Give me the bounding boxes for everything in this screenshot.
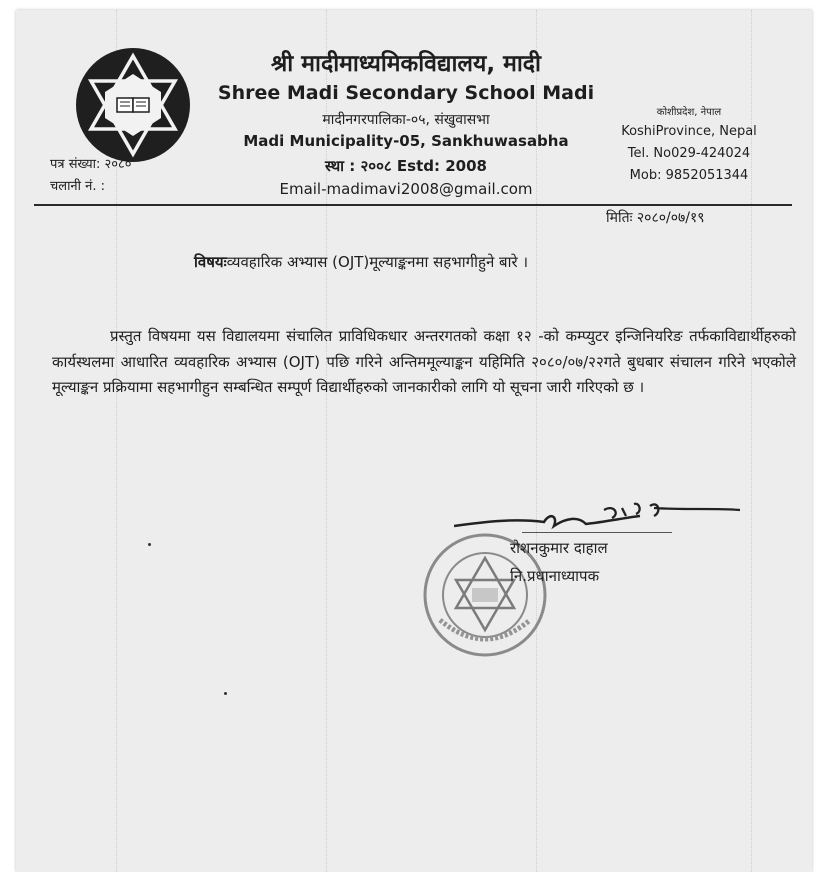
address-nepali: मादीनगरपालिका-०५, संखुवासभा [322,112,490,128]
paper-fold-line [751,10,752,872]
mobile-number: Mob: 9852051344 [629,168,749,183]
letter-date: मितिः २०८०/०७/१९ [606,210,705,226]
handwritten-signature-icon [454,496,740,536]
signatory-name: रोशनकुमार दाहाल [510,539,608,557]
school-logo-icon [74,46,192,164]
school-name-english: Shree Madi Secondary School Madi [217,82,595,104]
letter-subject [194,252,528,272]
paper-speck [224,692,227,695]
letter-sheet [16,10,812,872]
subject-label: विषयः [194,253,227,271]
signature-line [522,532,672,533]
header-divider [34,204,792,206]
letter-number: पत्र संख्या: २०८० [50,157,132,172]
school-email: Email-madimavi2008@gmail.com [279,180,533,198]
signatory-title: नि.प्रधानाध्यापक [510,567,600,585]
province-english: KoshiProvince, Nepal [621,124,757,139]
telephone-number: Tel. No029-424024 [627,146,751,161]
school-name-nepali: श्री मादीमाध्यमिकविद्यालय, मादी [271,51,541,77]
established-year: स्था : २००८ Estd: 2008 [325,157,487,175]
paper-speck [148,543,151,546]
address-english: Madi Municipality-05, Sankhuwasabha [243,132,569,150]
dispatch-number: चलानी नं. : [50,179,106,194]
province-nepali: कोशीप्रदेश, नेपाल [656,107,722,118]
letter-body: प्रस्तुत विषयमा यस विद्यालयमा संचालित प्राविधिकधार अन्तरगतको कक्षा १२ -को कम्प्युटर इन्जिनियरिङ तर्फकाविद्यार्थीहरुको कार्यस्थलमा आधारित व्यवहारिक अभ्यास (OJT) पछि गरिने अन्तिममूल्याङ्कन यहिमिति २०८०/०७/२२गते बुधबार संचालन गरिने भएकोले मूल्याङ्कन प्रक्रियामा सहभागीहुन सम्बन्धित सम्पूर्ण विद्यार्थीहरुको जानकारीको लागि यो सूचना जारी गरिएको छ । [52,327,796,396]
subject-text: व्यवहारिक अभ्यास (OJT)मूल्याङ्कनमा सहभागीहुने बारे । [226,253,529,271]
